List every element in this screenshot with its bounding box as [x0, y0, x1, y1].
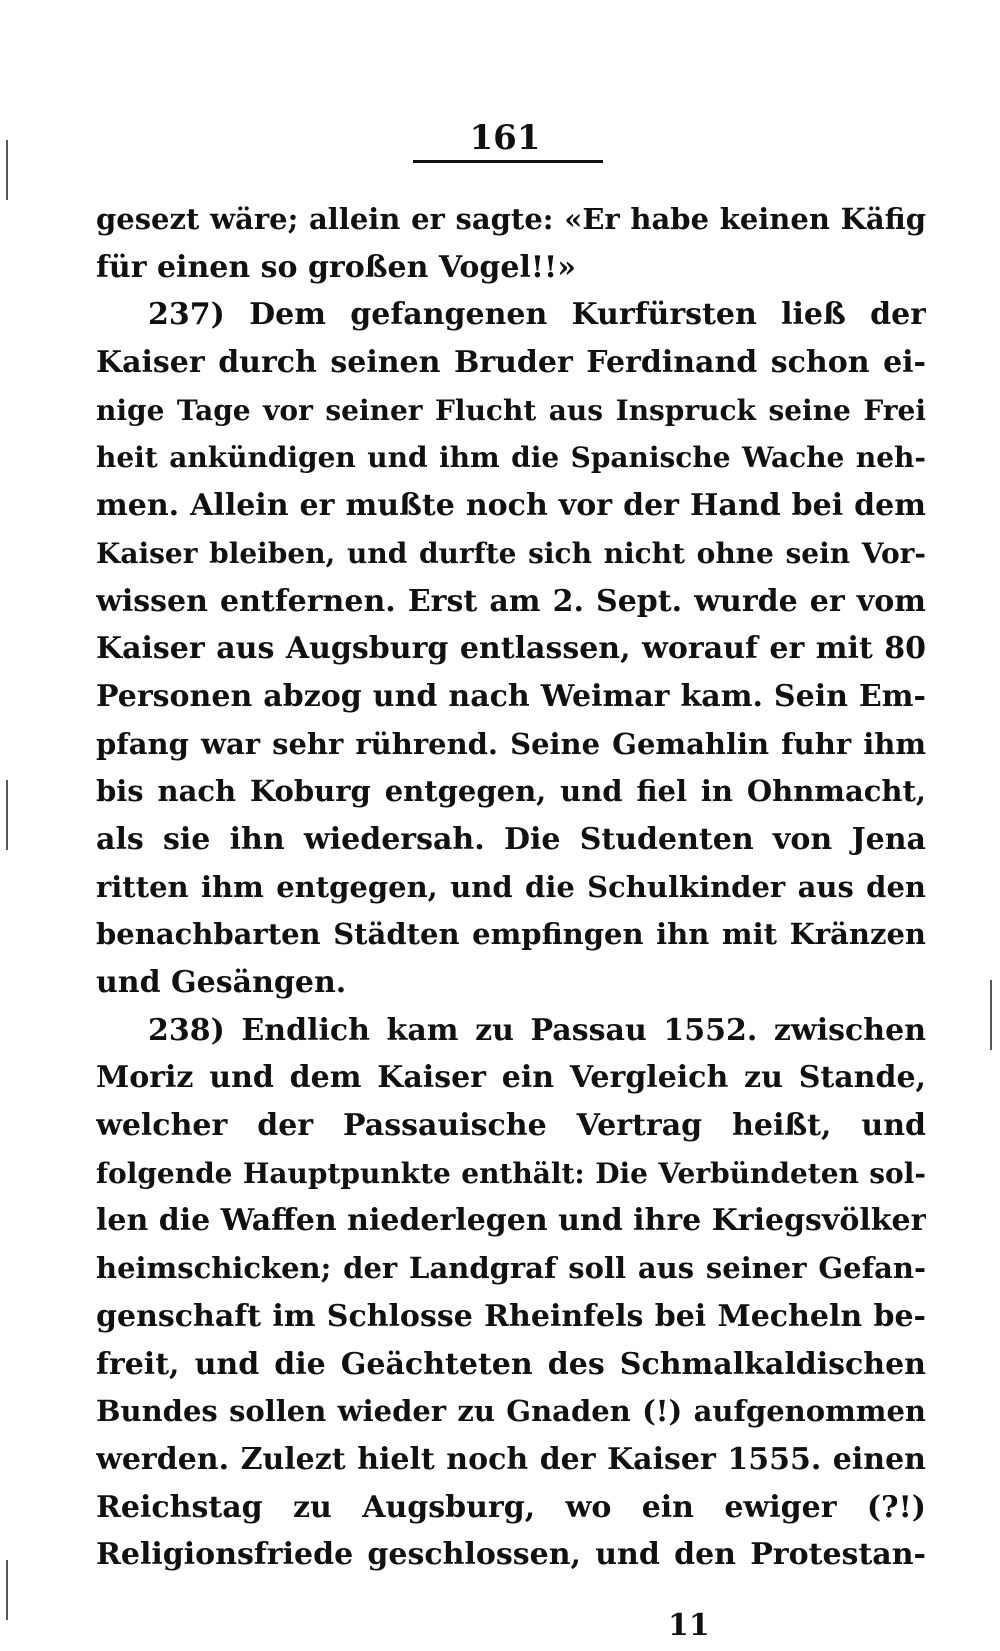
- text-line: Kaiser durch seinen Bruder Ferdinand schon ei-: [96, 345, 926, 381]
- text-line: als sie ihn wiedersah. Die Studenten von Jena: [96, 821, 926, 857]
- text-line: Personen abzog und nach Weimar kam. Sein Em-: [96, 678, 926, 714]
- margin-mark: [990, 980, 992, 1050]
- text-line: gesezt wäre; allein er sagte: «Er habe keinen Käfig: [96, 202, 926, 236]
- body-text: [96, 196, 926, 1579]
- page-number: 161: [469, 118, 541, 158]
- text-line: folgende Hauptpunkte enthält: Die Verbündeten sol-: [96, 1156, 926, 1190]
- text-line: werden. Zulezt hielt noch der Kaiser 1555. einen: [96, 1441, 926, 1477]
- margin-mark: [6, 1560, 8, 1620]
- text-line: ritten ihm entgegen, und die Schulkinder aus den: [96, 869, 926, 904]
- text-line: welcher der Passauische Vertrag heißt, und: [96, 1108, 926, 1144]
- text-line: men. Allein er mußte noch vor der Hand bei dem: [96, 488, 926, 524]
- text-line: benachbarten Städten empfingen ihn mit Kränzen: [96, 917, 926, 952]
- text-line: bis nach Koburg entgegen, und fiel in Ohnmacht,: [96, 774, 926, 809]
- paragraph-start-line: 238) Endlich kam zu Passau 1552. zwischen: [148, 1012, 926, 1048]
- header-rule: [413, 160, 603, 163]
- text-line: freit, und die Geächteten des Schmalkaldischen: [96, 1346, 926, 1382]
- text-line: heit ankündigen und ihm die Spanische Wache neh-: [96, 441, 926, 475]
- text-line: pfang war sehr rührend. Seine Gemahlin fuhr ihm: [96, 726, 926, 761]
- text-line: wissen entfernen. Erst am 2. Sept. wurde er vom: [96, 583, 926, 619]
- text-line: Bundes sollen wieder zu Gnaden (!) aufgenommen: [96, 1394, 926, 1429]
- text-line: len die Waffen niederlegen und ihre Kriegsvölker: [96, 1203, 926, 1239]
- margin-mark: [6, 780, 8, 850]
- text-line: für einen so großen Vogel!!»: [96, 249, 576, 285]
- text-line: und Gesängen.: [96, 965, 347, 1000]
- text-line: nige Tage vor seiner Flucht aus Inspruck seine Frei: [96, 393, 926, 427]
- text-line: Kaiser aus Augsburg entlassen, worauf er mit 80: [96, 631, 926, 667]
- text-line: genschaft im Schlosse Rheinfels bei Mecheln be-: [96, 1298, 926, 1334]
- text-line: Religionsfriede geschlossen, und den Protestan-: [96, 1537, 926, 1573]
- signature-number: 11: [668, 1608, 710, 1643]
- paragraph-start-line: 237) Dem gefangenen Kurfürsten ließ der: [148, 297, 926, 333]
- text-line: Kaiser bleiben, und durfte sich nicht ohne sein Vor-: [96, 536, 926, 570]
- text-line: Moriz und dem Kaiser ein Vergleich zu Stande,: [96, 1060, 926, 1096]
- text-line: Reichstag zu Augsburg, wo ein ewiger (?!): [96, 1489, 926, 1525]
- text-line: heimschicken; der Landgraf soll aus seiner Gefan-: [96, 1251, 926, 1286]
